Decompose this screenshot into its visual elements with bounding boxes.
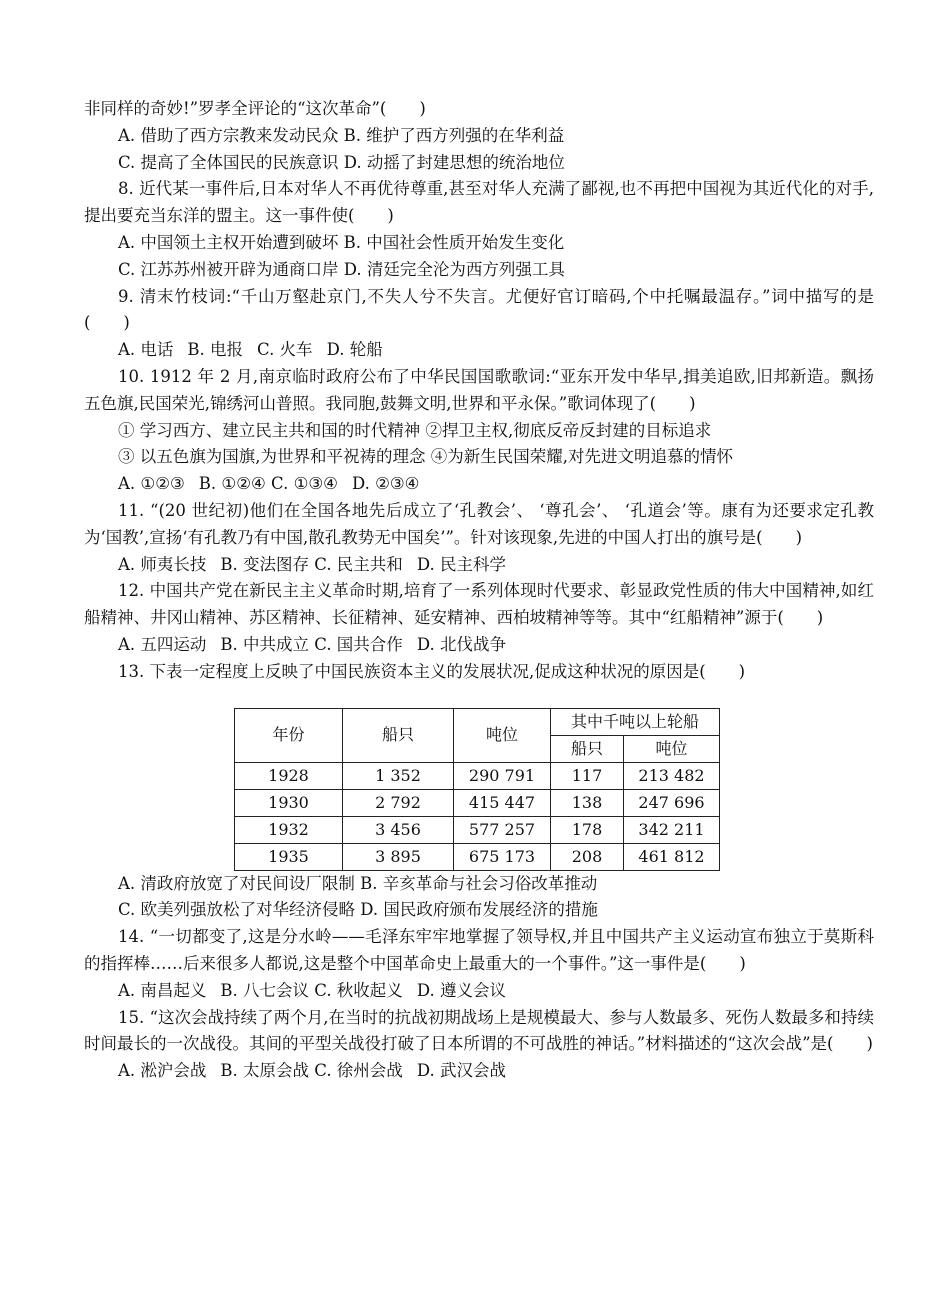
q13-stem: 13. 下表一定程度上反映了中国民族资本主义的发展状况,促成这种状况的原因是( ) — [118, 661, 746, 681]
q10-option-c: C. ①③④ — [271, 474, 338, 494]
q11-stem: 11. “(20 世纪初)他们在全国各地先后成立了‘孔教会’、 ‘尊孔会’、 ‘孔道会’等。康有为还要求定孔教为‘国教’,宣扬‘有孔教乃有中国,散孔教势无中国矣’”。针对该现象,先进的中国人打出的旗号是( ) — [84, 500, 874, 547]
table-cell: 138 — [551, 789, 624, 816]
q11-option-b: B. 变法图存 — [220, 554, 310, 574]
q8-options-cd — [84, 257, 874, 284]
shipping-table — [234, 708, 720, 871]
q10-statement-4: ④为新生民国荣耀,对先进文明追慕的情怀 — [430, 447, 733, 467]
q15-stem: 15. “这次会战持续了两个月,在当时的抗战初期战场上是规模最大、参与人数最多、死伤人数最多和持续时间最长的一次战役。其间的平型关战役打破了日本所谓的不可战胜的神话。”材料描述的“这次会战”是( ) — [84, 1007, 874, 1054]
q8-option-c: C. 江苏苏州被开辟为通商口岸 — [118, 259, 339, 279]
q7-option-b: B. 维护了西方列强的在华利益 — [343, 125, 565, 145]
q8-option-d: D. 清廷完全沦为西方列强工具 — [343, 259, 565, 279]
q10-statements-34 — [84, 444, 874, 471]
q15-options — [84, 1058, 874, 1085]
q9-options — [84, 337, 874, 364]
table-cell: 1 352 — [343, 762, 454, 789]
q11-option-a: A. 师夷长技 — [118, 554, 207, 574]
q14-options — [84, 978, 874, 1005]
q7-option-d: D. 动摇了封建思想的统治地位 — [343, 152, 565, 172]
q14-option-a: A. 南昌起义 — [118, 980, 207, 1000]
q15-option-d: D. 武汉会战 — [416, 1061, 506, 1081]
table-cell: 1930 — [235, 789, 343, 816]
question-8 — [84, 176, 874, 283]
q14-option-b: B. 八七会议 — [220, 980, 310, 1000]
q7-options-cd — [84, 150, 874, 177]
header-group: 其中千吨以上轮船 — [551, 708, 720, 735]
table-cell: 342 211 — [624, 816, 720, 843]
q10-statement-2: ②捍卫主权,彻底反帝反封建的目标追求 — [425, 420, 712, 440]
table-cell: 2 792 — [343, 789, 454, 816]
q10-option-b: B. ①②④ — [198, 474, 266, 494]
table-row — [235, 762, 720, 789]
table-cell: 1932 — [235, 816, 343, 843]
q15-option-c: C. 徐州会战 — [314, 1061, 403, 1081]
table-cell: 213 482 — [624, 762, 720, 789]
table-cell: 3 895 — [343, 843, 454, 870]
q10-statements-12 — [84, 418, 874, 445]
q13-options-cd — [84, 897, 874, 924]
header-tonnage: 吨位 — [454, 708, 551, 762]
q12-options — [84, 632, 874, 659]
table-cell: 1935 — [235, 843, 343, 870]
header-year: 年份 — [235, 708, 343, 762]
q8-options-ab — [84, 230, 874, 257]
q13-option-b: B. 辛亥革命与社会习俗改革推动 — [360, 873, 598, 893]
q13-option-a: A. 清政府放宽了对民间设厂限制 — [118, 873, 355, 893]
q11-option-c: C. 民主共和 — [314, 554, 403, 574]
question-14 — [84, 924, 874, 1004]
q10-options — [84, 471, 874, 498]
q14-option-c: C. 秋收起义 — [314, 980, 403, 1000]
q15-option-a: A. 淞沪会战 — [118, 1061, 207, 1081]
q11-option-d: D. 民主科学 — [416, 554, 506, 574]
q7-option-a: A. 借助了西方宗教来发动民众 — [118, 125, 339, 145]
q7-option-c: C. 提高了全体国民的民族意识 — [118, 152, 339, 172]
table-row — [235, 816, 720, 843]
q10-stem: 10. 1912 年 2 月,南京临时政府公布了中华民国国歌歌词:“亚东开发中华早,揖美追欧,旧邦新造。飘扬五色旗,民国荣光,锦绣河山普照。我同胞,鼓舞文明,世界和平永保。”歌词体现了( ) — [84, 366, 874, 413]
table-cell: 117 — [551, 762, 624, 789]
exam-page — [84, 96, 891, 1085]
q14-option-d: D. 遵义会议 — [416, 980, 506, 1000]
header-ships: 船只 — [343, 708, 454, 762]
table-cell: 290 791 — [454, 762, 551, 789]
q13-option-d: D. 国民政府颁布发展经济的措施 — [360, 900, 598, 920]
question-12 — [84, 578, 874, 658]
subheader-ships: 船只 — [551, 735, 624, 762]
q12-option-c: C. 国共合作 — [314, 634, 403, 654]
question-13 — [84, 659, 874, 924]
q10-statement-1: ① 学习西方、建立民主共和国的时代精神 — [118, 420, 421, 440]
q12-option-a: A. 五四运动 — [118, 634, 207, 654]
q9-option-c: C. 火车 — [257, 340, 313, 360]
question-7 — [84, 96, 874, 176]
q11-options — [84, 552, 874, 579]
q10-statement-3: ③ 以五色旗为国旗,为世界和平祝祷的理念 — [118, 447, 426, 467]
q8-option-b: B. 中国社会性质开始发生变化 — [343, 232, 565, 252]
q10-option-a: A. ①②③ — [118, 474, 185, 494]
q8-option-a: A. 中国领土主权开始遭到破坏 — [118, 232, 339, 252]
q8-stem: 8. 近代某一事件后,日本对华人不再优待尊重,甚至对华人充满了鄙视,也不再把中国视为其近代化的对手,提出要充当东洋的盟主。这一事件使( ) — [84, 179, 874, 226]
table-cell: 415 447 — [454, 789, 551, 816]
q9-stem: 9. 清末竹枝词:“千山万壑赴京门,不失人兮不失言。尤便好官订暗码,个中托嘱最温存。”词中描写的是 ( ) — [84, 286, 891, 333]
q7-options-ab — [84, 123, 874, 150]
table-header-row — [235, 708, 720, 735]
q9-option-b: B. 电报 — [187, 340, 244, 360]
question-9 — [84, 284, 891, 364]
question-11 — [84, 498, 874, 578]
q9-option-d: D. 轮船 — [326, 340, 383, 360]
table-cell: 247 696 — [624, 789, 720, 816]
table-cell: 577 257 — [454, 816, 551, 843]
table-cell: 461 812 — [624, 843, 720, 870]
table-cell: 208 — [551, 843, 624, 870]
q9-option-a: A. 电话 — [118, 340, 174, 360]
table-cell: 178 — [551, 816, 624, 843]
table-row — [235, 789, 720, 816]
q7-stem-tail: 非同样的奇妙!”罗孝全评论的“这次革命”( ) — [84, 99, 426, 118]
table-cell: 1928 — [235, 762, 343, 789]
question-15 — [84, 1005, 874, 1085]
table-row — [235, 843, 720, 870]
q12-option-d: D. 北伐战争 — [416, 634, 506, 654]
q12-option-b: B. 中共成立 — [220, 634, 310, 654]
q12-stem: 12. 中国共产党在新民主主义革命时期,培育了一系列体现时代要求、彰显政党性质的伟大中国精神,如红船精神、井冈山精神、苏区精神、长征精神、延安精神、西柏坡精神等等。其中“红船精神”源于( ) — [84, 581, 874, 628]
subheader-tonnage: 吨位 — [624, 735, 720, 762]
table-cell: 3 456 — [343, 816, 454, 843]
q10-option-d: D. ②③④ — [351, 474, 420, 494]
question-10 — [84, 364, 874, 498]
q14-stem: 14. “一切都变了,这是分水岭——毛泽东牢牢地掌握了领导权,并且中国共产主义运动宣布独立于莫斯科的指挥棒……后来很多人都说,这是整个中国革命史上最重大的一个事件。”这一事件是( ) — [84, 927, 874, 973]
q15-option-b: B. 太原会战 — [220, 1061, 310, 1081]
q13-option-c: C. 欧美列强放松了对华经济侵略 — [118, 900, 356, 920]
q13-options-ab — [84, 871, 874, 898]
table-cell: 675 173 — [454, 843, 551, 870]
